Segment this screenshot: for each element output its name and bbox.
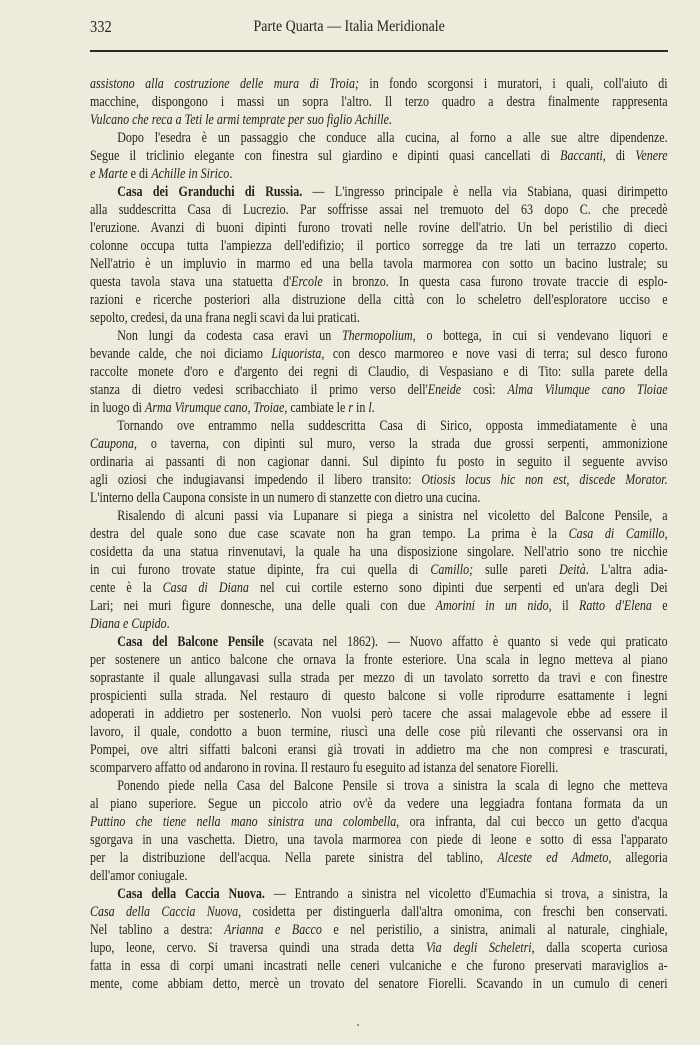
- text-line: [90, 273, 668, 291]
- text-run: sgorgava in una vaschetta. Dietro, una tavola marmorea con piede di leone e sotto di essa l'apparato: [90, 832, 668, 848]
- italic-text: Puttino che tiene nella mano sinistra una colombella: [90, 814, 397, 830]
- text-run: soprastante il quale allungavasi sulla strada per mezzo di un tavolato sorretto da travi e con finestre: [90, 670, 668, 686]
- paragraph: [90, 183, 668, 327]
- text-line: [90, 561, 668, 579]
- text-run: L'interno della Caupona consiste in un numero di stanzette con dietro una cucina.: [90, 490, 481, 506]
- text-run: (scavata nel 1862). — Nuovo affatto è quanto si vede qui praticato: [263, 634, 668, 650]
- italic-text: Otiosis locus hic non est, discede Morator.: [421, 472, 668, 488]
- text-run: , o taverna, con dipinti sul muro, verso la strada due grossi serpenti, ammonizione: [134, 436, 668, 452]
- section-heading: Casa dei Granduchi di Russia.: [117, 184, 303, 200]
- text-run: così:: [461, 382, 508, 398]
- text-line: [90, 75, 668, 93]
- text-run: ordinaria ai passanti di non cagionar danni. Sul dipinto fu posto in seguito il seguente avviso: [90, 454, 668, 470]
- ink-speck: [357, 1024, 359, 1026]
- paragraph: [90, 327, 668, 417]
- text-run: bevande calde, che noi diciamo: [90, 346, 272, 362]
- text-line: [90, 219, 668, 237]
- text-run: alla suddescritta Casa di Lucrezio. Par soffrisse assai nel tremuoto del 63 dopo C. che precedè: [90, 202, 668, 218]
- text-run: e nel peristilio, a sinistra, animali al naturale, cinghiale,: [321, 922, 668, 938]
- text-line: [90, 453, 668, 471]
- italic-text: Alma Vilumque cano Tloiae: [507, 382, 668, 398]
- text-run: dell'amor coniugale.: [90, 868, 188, 884]
- text-line: [90, 939, 668, 957]
- italic-text: Thermopolium: [342, 328, 413, 344]
- text-run: Lari; nei muri figure donnesche, una delle quali con due: [90, 598, 436, 614]
- italic-text: r: [348, 400, 353, 416]
- text-run: — L'ingresso principale è nella via Stabiana, quasi dirimpetto: [302, 184, 668, 200]
- text-run: in cui furono trovate statue dipinte, fra cui quella di: [90, 562, 431, 578]
- text-line: [90, 597, 668, 615]
- paragraph: [90, 507, 668, 633]
- text-run: al piano superiore. Segue un piccolo atrio ov'è da vedere una leggiadra fontana formata da un: [90, 796, 668, 812]
- text-run: cente è la: [90, 580, 163, 596]
- text-line: [90, 93, 668, 111]
- text-line: [90, 399, 668, 417]
- text-line: [90, 525, 668, 543]
- text-line: [90, 345, 668, 363]
- text-run: Ponendo piede nella Casa del Balcone Pensile si trova a sinistra la scala di legno che metteva: [117, 778, 668, 794]
- paragraph: [90, 777, 668, 885]
- text-run: destra del quale sono due case scavate non ha gran tempo. La prima è la: [90, 526, 569, 542]
- text-line: [90, 165, 668, 183]
- text-line: [90, 291, 668, 309]
- italic-text: l: [368, 400, 372, 416]
- text-line: [90, 741, 668, 759]
- text-run: per sostenere un antico balcone che ornava la fronte esteriore. Una scala in legno metteva al piano: [90, 652, 668, 668]
- section-heading: Casa del Balcone Pensile: [117, 634, 264, 650]
- italic-text: Arma Virumque cano, Troiae: [145, 400, 285, 416]
- text-run: .: [371, 400, 375, 416]
- text-run: , o bottega, in cui si vendevano liquori e: [412, 328, 668, 344]
- text-line: [90, 435, 668, 453]
- text-run: . L'altra adia-: [585, 562, 668, 578]
- text-run: per la distribuzione dell'acqua. Nella parete sinistra del tablino,: [90, 850, 498, 866]
- text-line: [90, 417, 668, 435]
- text-run: raccolte monete d'oro e d'argento dei regni di Claudio, di Vespasiano e di Tito: sulla parete della: [90, 364, 668, 380]
- italic-text: Via degli Scheletri: [425, 940, 532, 956]
- text-line: [90, 129, 668, 147]
- italic-text: Diana e Cupido: [90, 616, 167, 632]
- text-line: [90, 921, 668, 939]
- text-run: in bronzo. In questa casa furono trovate traccie di esplo-: [322, 274, 668, 290]
- text-run: stanza di dietro vedesi scribacchiato il primo verso dell': [90, 382, 428, 398]
- section-heading: Casa della Caccia Nuova.: [117, 886, 265, 902]
- text-run: agli oziosi che indugiavansi impedendo il libero transito:: [90, 472, 422, 488]
- text-run: .: [166, 616, 170, 632]
- italic-text: Vulcano che reca a Teti le armi temprate per suo figlio Achille.: [90, 112, 392, 128]
- text-line: [90, 903, 668, 921]
- text-run: , cambiate le: [284, 400, 349, 416]
- text-run: — Entrando a sinistra nel vicoletto d'Eumachia si trova, a sinistra, la: [264, 886, 668, 902]
- text-run: , dalla scoperta curiosa: [531, 940, 668, 956]
- italic-text: Amorini in un nido: [435, 598, 549, 614]
- paragraph: [90, 885, 668, 993]
- text-line: [90, 885, 668, 903]
- text-line: [90, 849, 668, 867]
- text-run: e: [651, 598, 668, 614]
- text-run: , di: [602, 148, 636, 164]
- text-run: sepolto, credesi, da una frana negli scavi da lui praticati.: [90, 310, 360, 326]
- page-number: 332: [90, 17, 112, 36]
- text-run: , cosidetta per distinguerla dall'altra omonima, con freschi ben conservati.: [238, 904, 668, 920]
- text-run: Tornando ove entrammo nella suddescritta Casa di Sirico, opposta immediatamente è una: [117, 418, 668, 434]
- text-run: , con desco marmoreo e nove vasi di terra; sul desco furono: [321, 346, 668, 362]
- text-line: [90, 651, 668, 669]
- text-run: .: [229, 166, 233, 182]
- text-line: [90, 309, 668, 327]
- text-line: [90, 507, 668, 525]
- text-run: Non lungi da codesta casa eravi un: [117, 328, 342, 344]
- text-run: Segue il triclinio elegante con finestra sul giardino e dipinti quasi cancellati di: [90, 148, 561, 164]
- text-line: [90, 489, 668, 507]
- text-run: in luogo di: [90, 400, 146, 416]
- text-run: , il: [548, 598, 580, 614]
- italic-text: Achille in Sirico: [151, 166, 230, 182]
- paragraph: [90, 417, 668, 507]
- italic-text: Casa della Caccia Nuova: [90, 904, 239, 920]
- text-line: [90, 975, 668, 993]
- italic-text: assistono alla costruzione delle mura di Troia;: [90, 76, 359, 92]
- text-run: in: [352, 400, 369, 416]
- italic-text: Ratto d'Elena: [579, 598, 652, 614]
- paragraph: [90, 129, 668, 183]
- italic-text: e Marte: [90, 166, 128, 182]
- paragraph: [90, 75, 668, 129]
- text-run: , ora infranta, dal cui becco un getto d'acqua: [396, 814, 668, 830]
- text-run: sulle pareti: [473, 562, 560, 578]
- italic-text: Ercole: [291, 274, 323, 290]
- text-run: e di: [127, 166, 152, 182]
- text-line: [90, 579, 668, 597]
- text-run: mente, come abbiam detto, mercè un trovato del senatore Fiorelli. Scavando in un cumulo di ceneri: [90, 976, 668, 992]
- text-line: [90, 633, 668, 651]
- text-line: [90, 867, 668, 885]
- text-line: [90, 147, 668, 165]
- page-body: [90, 75, 668, 993]
- text-line: [90, 471, 668, 489]
- italic-text: Casa di Camillo: [568, 526, 665, 542]
- text-run: razioni e ricerche posteriori alla distruzione della città con lo scheletro dell'esploratore ucciso e: [90, 292, 668, 308]
- text-line: [90, 381, 668, 399]
- italic-text: Deità: [559, 562, 586, 578]
- text-run: adoperati in addietro per sostenerlo. Non vuolsi però tacere che assai malagevole ebbe ad essere il: [90, 706, 668, 722]
- text-run: l'eruzione. Avanzi di buoni dipinti furono trovati nelle rovine dell'atrio. Un bel peristilio di dieci: [90, 220, 668, 236]
- text-line: [90, 669, 668, 687]
- text-line: [90, 687, 668, 705]
- text-line: [90, 111, 668, 129]
- text-line: [90, 327, 668, 345]
- text-line: [90, 543, 668, 561]
- text-run: Dopo l'esedra è un passaggio che conduce alla cucina, al forno a alle sue altre dipendenze.: [117, 130, 668, 146]
- italic-text: Baccanti: [560, 148, 603, 164]
- text-line: [90, 255, 668, 273]
- text-line: [90, 795, 668, 813]
- italic-text: Casa di Diana: [162, 580, 249, 596]
- text-line: [90, 957, 668, 975]
- text-line: [90, 813, 668, 831]
- text-run: nel cui cortile esterno sono dipinti due serpenti ed un'ara degli Dei: [248, 580, 668, 596]
- text-run: , allegoria: [608, 850, 668, 866]
- text-line: [90, 183, 668, 201]
- text-line: [90, 363, 668, 381]
- text-run: in fondo scorgonsi i muratori, i quali, coll'aiuto di: [358, 76, 668, 92]
- italic-text: Liquorista: [271, 346, 322, 362]
- paragraph: [90, 633, 668, 777]
- text-line: [90, 237, 668, 255]
- text-run: Nell'atrio è un impluvio in marmo ed una bella tavola marmorea con sotto un bacino lustrale; su: [90, 256, 668, 272]
- text-line: [90, 759, 668, 777]
- text-run: prospicienti sulla strada. Nel restauro di questo balcone si volle riprodurre esattamente i legni: [90, 688, 668, 704]
- italic-text: Alceste ed Admeto: [497, 850, 609, 866]
- text-line: [90, 705, 668, 723]
- text-run: lavoro, il quale, condotto a buon termine, riuscì una delle cose più rilevanti che osservansi ora in: [90, 724, 668, 740]
- text-line: [90, 201, 668, 219]
- text-run: Nel tablino a destra:: [90, 922, 225, 938]
- italic-text: Caupona: [90, 436, 135, 452]
- text-run: Risalendo di alcuni passi via Lupanare si piega a sinistra nel vicoletto del Balcone Pensile, a: [117, 508, 668, 524]
- text-run: ,: [664, 526, 668, 542]
- text-run: fatta in essa di corpi umani incastrati nelle ceneri vulcaniche e che furono preservati maraviglios a-: [90, 958, 668, 974]
- text-line: [90, 831, 668, 849]
- text-run: scomparvero affatto od andarono in rovina. Il restauro fu eseguito ad istanza del senatore Fiorelli.: [90, 760, 559, 776]
- text-run: questa tavola stava una statuetta d': [90, 274, 292, 290]
- text-run: Pompei, ove altri siffatti balconi eransi già trovati in addietro ma che non compresi e trascurati,: [90, 742, 668, 758]
- text-line: [90, 615, 668, 633]
- italic-text: Eneide: [427, 382, 462, 398]
- text-run: lupo, leone, cervo. Si traversa quindi una strada detta: [90, 940, 426, 956]
- italic-text: Venere: [635, 148, 668, 164]
- running-title: Parte Quarta — Italia Meridionale: [253, 18, 445, 35]
- header-rule: [90, 50, 668, 52]
- italic-text: Camillo;: [430, 562, 474, 578]
- text-run: colonne occupa tutta l'ampiezza dell'edifizio; il portico sorregge da tre lati un terrazzo coperto.: [90, 238, 668, 254]
- text-run: cosidetta da una statua rinvenutavi, la quale ha una disposizione singolare. Nell'atrio sono tre nicchie: [90, 544, 668, 560]
- text-line: [90, 777, 668, 795]
- italic-text: Arianna e Bacco: [224, 922, 322, 938]
- text-line: [90, 723, 668, 741]
- text-run: macchine, dispongono i massi un sopra l'altro. Il terzo quadro a destra finalmente rappresenta: [90, 94, 668, 110]
